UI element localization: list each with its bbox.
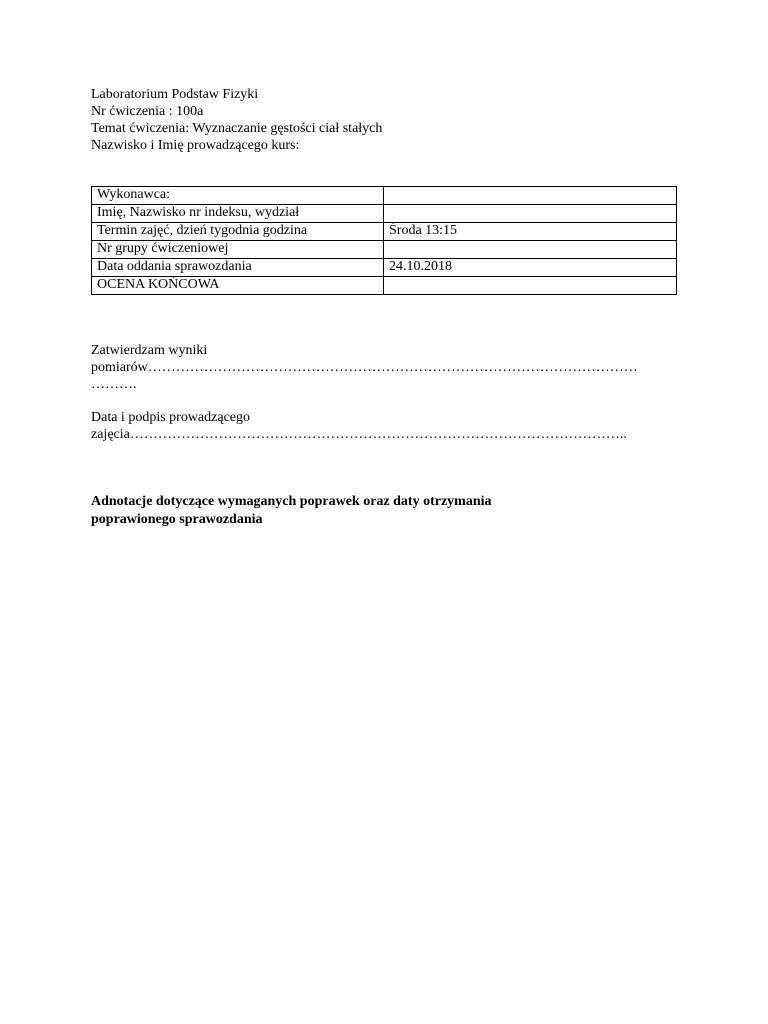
report-info-table — [91, 186, 677, 295]
lab-name: Laboratorium Podstaw Fizyki — [91, 87, 259, 102]
row-value-submission-date: 24.10.2018 — [384, 259, 677, 277]
approval-dotted-line: pomiarów…………………………………………………………………………………………… — [91, 360, 638, 375]
notes-line-2: poprawionego sprawozdania — [91, 512, 263, 527]
table-row — [92, 277, 677, 295]
table-row — [92, 205, 677, 223]
row-label-student: Imię, Nazwisko nr indeksu, wydział — [92, 205, 384, 223]
approval-dotted-continuation: ………. — [91, 377, 137, 392]
signature-label: Data i podpis prowadzącego — [91, 410, 250, 425]
row-label-group: Nr grupy ćwiczeniowej — [92, 241, 384, 259]
instructor-name: Nazwisko i Imię prowadzącego kurs: — [91, 138, 300, 153]
row-value-performer — [384, 187, 677, 205]
signature-section — [91, 409, 627, 443]
row-label-class-time: Termin zajęć, dzień tygodnia godzina — [92, 223, 384, 241]
table-row — [92, 241, 677, 259]
table-row — [92, 187, 677, 205]
row-value-final-grade — [384, 277, 677, 295]
approval-label: Zatwierdzam wyniki — [91, 343, 208, 358]
row-value-student — [384, 205, 677, 223]
row-value-group — [384, 241, 677, 259]
table-row — [92, 223, 677, 241]
exercise-topic: Temat ćwiczenia: Wyznaczanie gęstości ciał stałych — [91, 121, 383, 136]
exercise-number: Nr ćwiczenia : 100a — [91, 104, 204, 119]
row-value-class-time: Środa 13:15 — [384, 223, 677, 241]
row-label-submission-date: Data oddania sprawozdania — [92, 259, 384, 277]
notes-line-1: Adnotacje dotyczące wymaganych poprawek oraz daty otrzymania — [91, 494, 492, 509]
document-header — [91, 86, 382, 154]
row-label-final-grade: OCENA KOŃCOWA — [92, 277, 384, 295]
approval-section — [91, 342, 638, 393]
row-label-performer: Wykonawca: — [92, 187, 384, 205]
table-row — [92, 259, 677, 277]
signature-dotted-line: zajęcia…………………………………………………………………………………………….. — [91, 427, 627, 442]
notes-heading — [91, 493, 492, 529]
